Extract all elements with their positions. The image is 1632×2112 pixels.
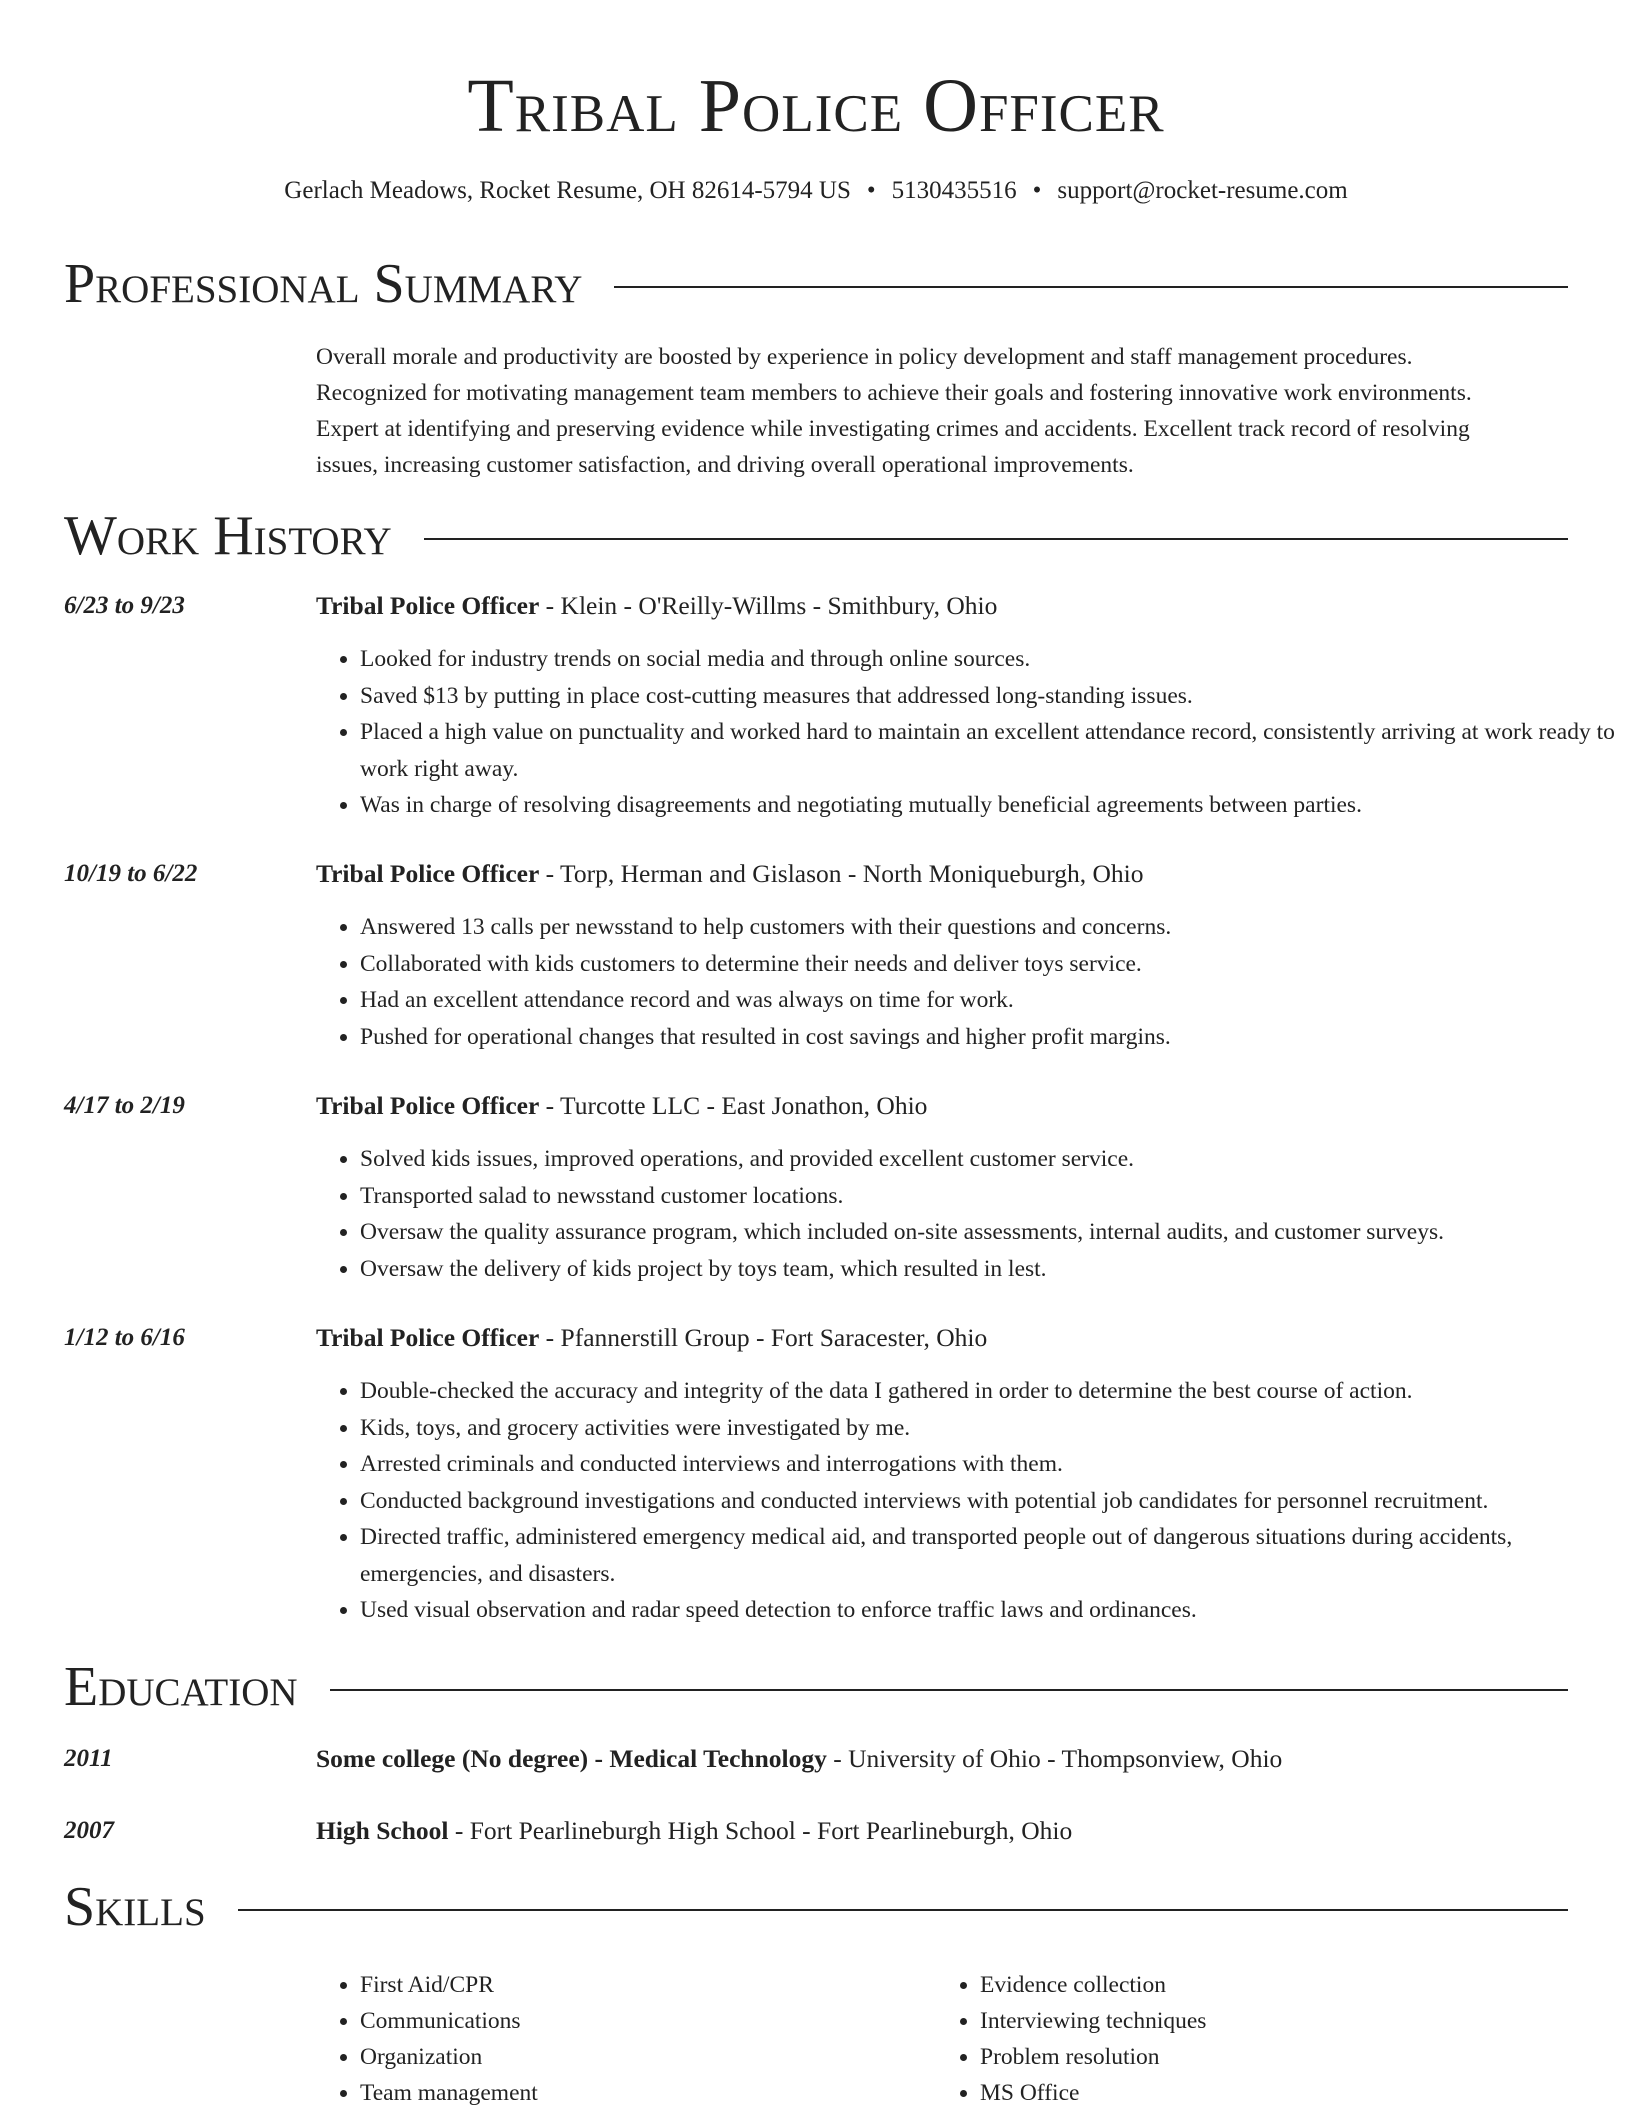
work-dates: 4/17 to 2/19	[64, 1092, 185, 1119]
work-title: Tribal Police Officer	[316, 591, 540, 620]
work-dates: 1/12 to 6/16	[64, 1324, 185, 1351]
candidate-name: Tribal Police Officer	[467, 64, 1165, 148]
education-year: 2007	[64, 1817, 114, 1844]
work-employer: - Klein - O'Reilly-Willms - Smithbury, Ohio	[539, 591, 998, 620]
work-bullets	[316, 909, 1624, 1055]
contact-separator: •	[1032, 177, 1042, 204]
work-bullet: • Oversaw the delivery of kids project by toys team, which resulted in lest.	[360, 1251, 1624, 1288]
section-title-skills: Skills	[64, 1876, 206, 1938]
education-degree: High School	[316, 1816, 449, 1845]
work-heading	[316, 1321, 1592, 1355]
section-rule	[424, 538, 1568, 540]
work-dates: 10/19 to 6/22	[64, 860, 198, 887]
work-bullets	[316, 641, 1624, 824]
section-title-education: Education	[64, 1656, 298, 1718]
work-employer: - Turcotte LLC - East Jonathon, Ohio	[539, 1091, 928, 1120]
work-heading	[316, 857, 1592, 891]
skill-item: • Organization	[360, 2039, 936, 2075]
contact-phone: 5130435516	[891, 177, 1017, 204]
skill-item: • Communications	[360, 2003, 936, 2039]
education-school: - Fort Pearlineburgh High School - Fort Pearlineburgh, Ohio	[448, 1816, 1073, 1845]
education-heading	[316, 1742, 1592, 1776]
education-degree: Some college (No degree) - Medical Technology	[316, 1744, 827, 1773]
work-bullet: • Collaborated with kids customers to determine their needs and deliver toys service.	[360, 946, 1624, 983]
skill-item: • MS Office	[980, 2075, 1556, 2111]
education-year: 2011	[64, 1745, 113, 1772]
section-title-summary: Professional Summary	[64, 253, 583, 315]
work-bullet: • Directed traffic, administered emergency medical aid, and transported people out of dangerous situations during accidents, emergencies, and disasters.	[360, 1519, 1624, 1592]
summary-line: Recognized for motivating management team members to achieve their goals and fostering innovative work environments.	[316, 380, 1472, 406]
work-bullet: • Used visual observation and radar speed detection to enforce traffic laws and ordinances.	[360, 1592, 1624, 1629]
education-heading	[316, 1814, 1592, 1848]
section-header-work-history	[64, 504, 1568, 568]
section-rule	[614, 286, 1568, 288]
work-bullet: • Had an excellent attendance record and was always on time for work.	[360, 982, 1624, 1019]
contact-line	[0, 174, 1632, 208]
work-bullet: • Transported salad to newsstand customer locations.	[360, 1178, 1624, 1215]
work-bullet: • Answered 13 calls per newsstand to help customers with their questions and concerns.	[360, 909, 1624, 946]
contact-email[interactable]: support@rocket-resume.com	[1057, 177, 1348, 204]
work-dates: 6/23 to 9/23	[64, 592, 185, 619]
work-bullets	[316, 1373, 1624, 1629]
section-header-skills	[64, 1875, 1568, 1939]
section-header-education	[64, 1655, 1568, 1719]
skill-item: • Evidence collection	[980, 1967, 1556, 2003]
skill-item: • Team management	[360, 2075, 936, 2111]
skill-item: • Problem resolution	[980, 2039, 1556, 2075]
work-bullet: • Oversaw the quality assurance program, which included on-site assessments, internal audits, and customer surveys.	[360, 1214, 1624, 1251]
summary-line: issues, increasing customer satisfaction, and driving overall operational improvements.	[316, 452, 1134, 478]
work-employer: - Pfannerstill Group - Fort Saracester, Ohio	[539, 1323, 988, 1352]
education-school: - University of Ohio - Thompsonview, Ohio	[826, 1744, 1283, 1773]
skill-item: • Interviewing techniques	[980, 2003, 1556, 2039]
work-title: Tribal Police Officer	[316, 1091, 540, 1120]
work-bullet: • Was in charge of resolving disagreements and negotiating mutually beneficial agreements between parties.	[360, 787, 1624, 824]
skills-column-left	[316, 1967, 936, 2111]
section-rule	[330, 1689, 1568, 1691]
work-title: Tribal Police Officer	[316, 859, 540, 888]
work-bullet: • Looked for industry trends on social media and through online sources.	[360, 641, 1624, 678]
skills-list	[316, 1967, 1580, 2111]
work-heading	[316, 1089, 1592, 1123]
section-title-work-history: Work History	[64, 505, 392, 567]
work-employer: - Torp, Herman and Gislason - North Moniqueburgh, Ohio	[539, 859, 1144, 888]
work-bullet: • Double-checked the accuracy and integrity of the data I gathered in order to determine the best course of action.	[360, 1373, 1624, 1410]
section-header-summary	[64, 252, 1568, 316]
contact-address: Gerlach Meadows, Rocket Resume, OH 82614-5794 US	[284, 177, 851, 204]
contact-separator: •	[866, 177, 876, 204]
summary-text	[316, 339, 1576, 483]
work-bullet: • Pushed for operational changes that resulted in cost savings and higher profit margins.	[360, 1019, 1624, 1056]
section-rule	[238, 1909, 1568, 1911]
work-bullet: • Placed a high value on punctuality and worked hard to maintain an excellent attendance record, consistently arriving at work ready to work right away.	[360, 714, 1624, 787]
work-bullets	[316, 1141, 1624, 1287]
work-bullet: • Solved kids issues, improved operations, and provided excellent customer service.	[360, 1141, 1624, 1178]
work-bullet: • Kids, toys, and grocery activities were investigated by me.	[360, 1410, 1624, 1447]
work-bullet: • Arrested criminals and conducted interviews and interrogations with them.	[360, 1446, 1624, 1483]
summary-line: Overall morale and productivity are boosted by experience in policy development and staff management procedures.	[316, 344, 1413, 370]
summary-line: Expert at identifying and preserving evidence while investigating crimes and accidents. Excellent track record of resolving	[316, 416, 1470, 442]
work-bullet: • Saved $13 by putting in place cost-cutting measures that addressed long-standing issues.	[360, 678, 1624, 715]
work-bullet: • Conducted background investigations and conducted interviews with potential job candidates for personnel recruitment.	[360, 1483, 1624, 1520]
work-heading	[316, 589, 1592, 623]
skill-item: • First Aid/CPR	[360, 1967, 936, 2003]
skills-column-right	[936, 1967, 1556, 2111]
work-title: Tribal Police Officer	[316, 1323, 540, 1352]
